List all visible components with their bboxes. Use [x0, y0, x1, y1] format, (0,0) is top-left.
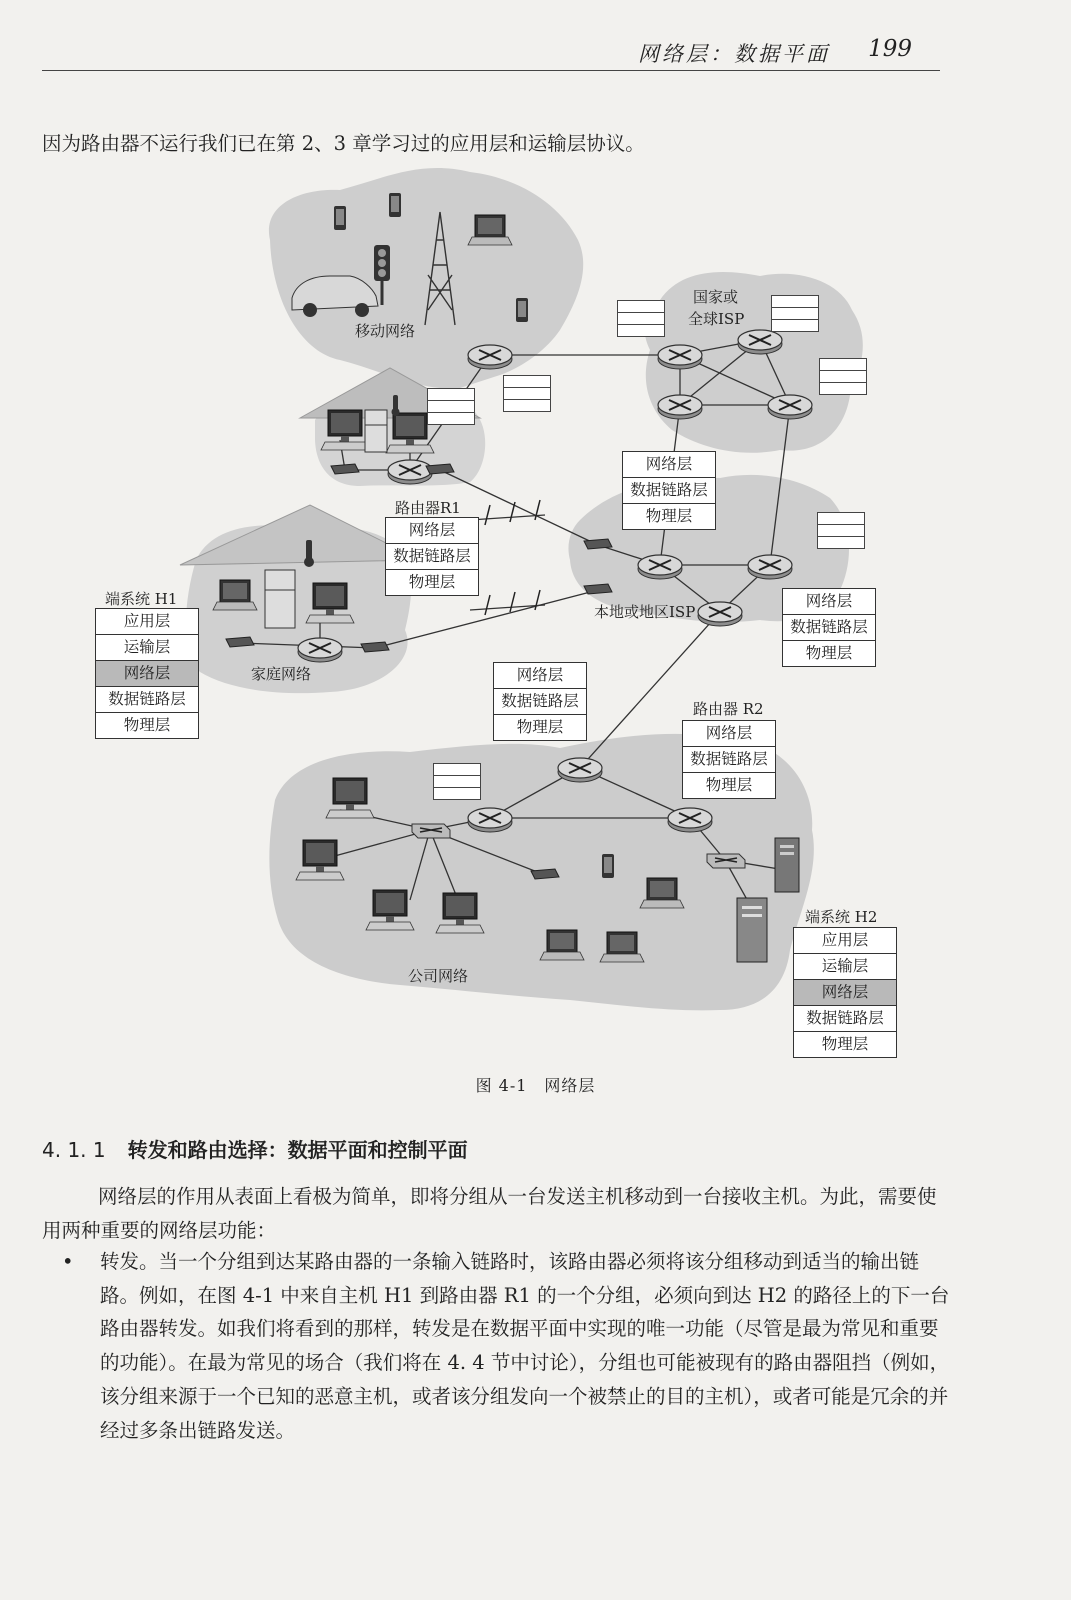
isp-label-line2: 全球ISP	[688, 310, 745, 328]
router-stack-box	[503, 375, 551, 412]
section-title: 转发和路由选择：数据平面和控制平面	[127, 1138, 468, 1162]
host-h2-stack	[793, 927, 897, 1058]
router-r2-title: 路由器 R2	[693, 700, 764, 718]
stack-layer: 运输层	[96, 634, 198, 660]
stack-layer: 网络层	[408, 521, 456, 539]
stack-layer: 数据链路层	[783, 614, 875, 640]
desktop-icon	[436, 893, 484, 933]
router-stack-box	[427, 388, 475, 425]
phone-icon	[334, 206, 346, 230]
local-isp-label: 本地或地区ISP	[594, 603, 696, 621]
home-router-icon	[388, 460, 432, 484]
figure-caption: 图 4-1 网络层	[475, 1076, 596, 1095]
enterprise-router-icon	[558, 758, 602, 782]
isp-router-icon	[768, 395, 812, 419]
local-isp-router-icon	[698, 602, 742, 626]
protocol-stack	[782, 588, 876, 667]
desktop-icon	[366, 890, 414, 930]
router-stack-box	[433, 763, 481, 800]
router-r1-icon	[298, 638, 342, 662]
header-title: 网络层：数据平面	[638, 42, 830, 66]
laptop-icon	[468, 215, 512, 245]
stack-layer: 应用层	[123, 612, 171, 630]
mobile-network-label: 移动网络	[355, 322, 416, 340]
isp-router-icon	[738, 330, 782, 354]
modem-icon	[584, 584, 612, 594]
isp-router-icon	[658, 345, 702, 369]
laptop-icon	[640, 878, 684, 908]
protocol-stack	[622, 451, 716, 530]
host-h2-title: 端系统 H2	[805, 908, 878, 926]
host-h1-title: 端系统 H1	[105, 590, 178, 608]
page-number: 199	[868, 36, 912, 62]
desktop-icon	[321, 410, 369, 450]
mobile-router-icon	[468, 345, 512, 369]
router-r2-icon	[668, 808, 712, 832]
stack-layer: 数据链路层	[96, 686, 198, 712]
stack-layer: 物理层	[783, 640, 875, 666]
section-heading	[42, 1134, 468, 1163]
router-stack-box	[819, 358, 867, 395]
server-icon	[775, 838, 799, 892]
isp-router-icon	[658, 395, 702, 419]
stack-layer-highlight: 网络层	[96, 660, 198, 686]
paragraph-text: 网络层的作用从表面上看极为简单，即将分组从一台发送主机移动到一台接收主机。为此，需要使用两种重要的网络层功能：	[42, 1185, 937, 1242]
phone-icon	[389, 193, 401, 217]
router-r2-stack	[682, 720, 776, 799]
stack-layer: 物理层	[623, 503, 715, 529]
modem-icon	[226, 637, 254, 647]
stack-layer: 网络层	[705, 724, 753, 742]
stack-layer: 数据链路层	[794, 1005, 896, 1031]
home-network-label: 家庭网络	[251, 665, 312, 683]
desktop-icon	[326, 778, 374, 818]
local-isp-router-icon	[638, 555, 682, 579]
stack-layer: 数据链路层	[386, 543, 478, 569]
router-r1-stack	[385, 517, 479, 596]
stack-layer: 应用层	[821, 931, 869, 949]
refrigerator-icon	[265, 570, 295, 628]
isp-label-line1: 国家或	[693, 288, 739, 306]
stack-layer: 物理层	[386, 569, 478, 595]
stack-layer: 网络层	[516, 666, 564, 684]
stack-layer: 数据链路层	[494, 688, 586, 714]
router-r1-title: 路由器R1	[395, 499, 461, 517]
laptop-icon	[600, 932, 644, 962]
bullet-item	[62, 1245, 952, 1447]
stack-layer-highlight: 网络层	[794, 979, 896, 1005]
modem-icon	[584, 539, 612, 549]
bullet-marker: •	[62, 1250, 74, 1273]
stack-layer: 运输层	[794, 953, 896, 979]
body-paragraph	[42, 1180, 952, 1248]
modem-icon	[361, 642, 389, 652]
stack-layer: 物理层	[96, 712, 198, 738]
desktop-icon	[296, 840, 344, 880]
server-icon	[737, 898, 767, 962]
bullet-term: 转发。	[100, 1250, 159, 1273]
tablet-icon	[602, 854, 614, 878]
stack-layer: 物理层	[683, 772, 775, 798]
enterprise-router-icon	[468, 808, 512, 832]
stack-layer: 网络层	[805, 592, 853, 610]
stack-layer: 数据链路层	[683, 746, 775, 772]
bullet-text: 当一个分组到达某路由器的一条输入链路时，该路由器必须将该分组移动到适当的输出链路。例如，在图 4-1 中来自主机 H1 到路由器 R1 的一个分组，必须向到达 H2 的路径上的下一台路由器转发。如我们将看到的那样，转发是在数据平面中实现的唯一功能（尽管是最为常见和重要的功能）。在最为常见的场合（我们将在 4. 4 节中讨论），分组也可能被现有的路由器阻挡（例如，该分组来源于一个已知的恶意主机，或者该分组发向一个被禁止的目的主机），或者可能是冗余的并经过多条出链路发送。	[100, 1250, 950, 1442]
intro-text: 因为路由器不运行我们已在第 2、3 章学习过的应用层和运输层协议。	[42, 132, 645, 155]
phone-icon	[516, 298, 528, 322]
switch-icon	[412, 824, 450, 838]
stack-layer: 物理层	[794, 1031, 896, 1057]
desktop-icon	[306, 583, 354, 623]
access-point-icon	[531, 869, 559, 879]
laptop-icon	[213, 580, 257, 610]
router-stack-box	[817, 512, 865, 549]
protocol-stack	[493, 662, 587, 741]
router-stack-box	[617, 300, 665, 337]
stack-layer: 网络层	[645, 455, 693, 473]
modem-icon	[426, 464, 454, 474]
host-h1-stack	[95, 608, 199, 739]
laptop-icon	[540, 930, 584, 960]
stack-layer: 数据链路层	[623, 477, 715, 503]
switch-icon	[707, 854, 745, 868]
router-stack-box	[771, 295, 819, 332]
section-number: 4. 1. 1	[42, 1138, 106, 1162]
local-isp-router-icon	[748, 555, 792, 579]
stack-layer: 物理层	[494, 714, 586, 740]
refrigerator-icon	[365, 410, 387, 452]
enterprise-network-label: 公司网络	[408, 967, 469, 985]
modem-icon	[331, 464, 359, 474]
